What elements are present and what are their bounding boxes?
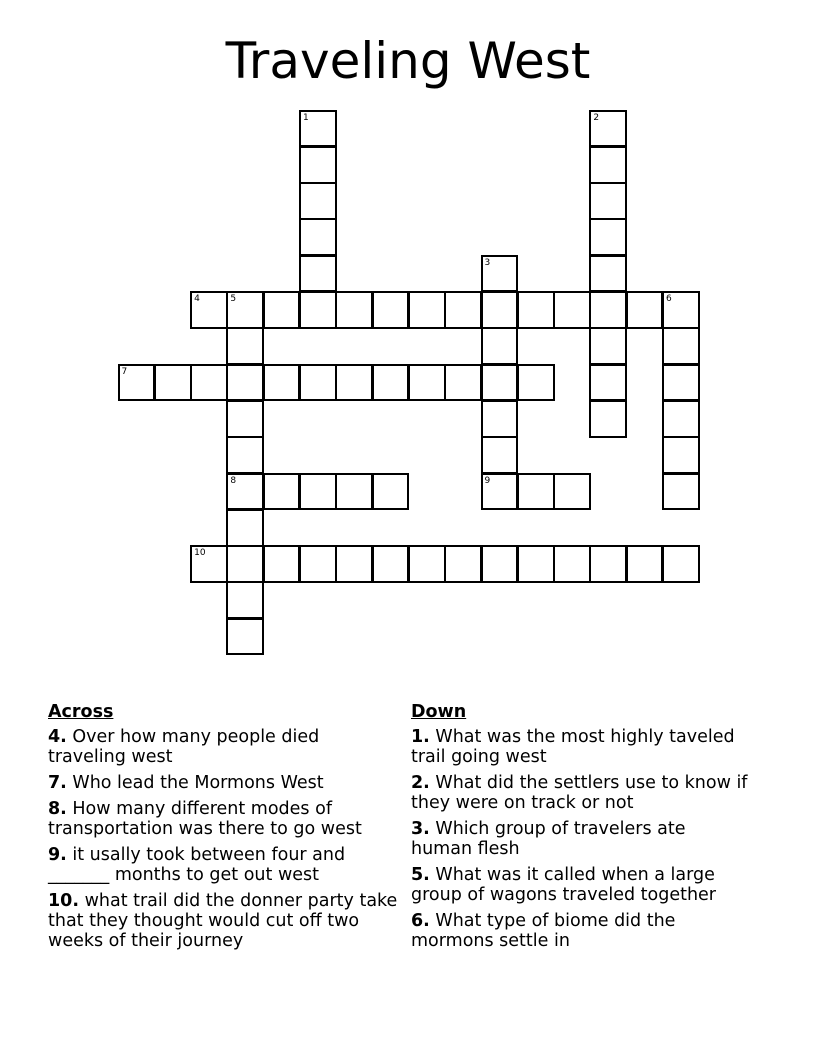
grid-cell[interactable] [226, 400, 264, 438]
clue-down-1 [411, 727, 751, 767]
grid-cell[interactable] [589, 291, 627, 329]
down-clues [411, 702, 751, 957]
clue-down-6 [411, 911, 751, 951]
cell-number: 10 [194, 548, 206, 559]
grid-cell[interactable] [481, 436, 519, 474]
grid-cell[interactable] [408, 291, 446, 329]
grid-cell[interactable] [263, 291, 301, 329]
down-heading: Down [411, 702, 467, 722]
cell-number: 9 [484, 475, 491, 486]
across-heading: Across [48, 702, 114, 722]
clue-number: 3. [411, 819, 430, 839]
clue-text: Who lead the Mormons West [66, 773, 324, 793]
grid-cell[interactable] [226, 545, 264, 583]
grid-cell[interactable] [553, 545, 591, 583]
clue-down-2 [411, 773, 751, 813]
clue-text: what trail did the donner party take that they thought would cut off two weeks of their journey [48, 891, 398, 951]
grid-cell[interactable] [372, 291, 410, 329]
grid-cell[interactable] [553, 291, 591, 329]
grid-cell[interactable] [226, 473, 264, 511]
grid-cell[interactable] [662, 400, 700, 438]
grid-cell[interactable] [517, 545, 555, 583]
clue-number: 2. [411, 773, 430, 793]
grid-cell[interactable] [589, 110, 627, 148]
grid-cell[interactable] [481, 400, 519, 438]
grid-cell[interactable] [190, 545, 228, 583]
clue-across-8 [48, 799, 398, 839]
grid-cell[interactable] [226, 581, 264, 619]
clue-text: Which group of travelers ate human flesh [411, 819, 686, 859]
clue-across-10 [48, 891, 398, 951]
grid-cell[interactable] [444, 364, 482, 402]
grid-cell[interactable] [481, 545, 519, 583]
grid-cell[interactable] [444, 545, 482, 583]
grid-cell[interactable] [517, 291, 555, 329]
cell-number: 6 [666, 294, 672, 304]
grid-cell[interactable] [408, 364, 446, 402]
clue-text: How many different modes of transportation was there to go west [48, 799, 362, 839]
grid-cell[interactable] [662, 545, 700, 583]
clue-number: 8. [48, 799, 67, 819]
page-title: Traveling West [225, 32, 591, 90]
grid-cell[interactable] [553, 473, 591, 511]
grid-cell[interactable] [517, 364, 555, 402]
cell-number: 4 [194, 294, 200, 304]
grid-cell[interactable] [626, 545, 664, 583]
grid-cell[interactable] [299, 545, 337, 583]
clue-number: 1. [411, 727, 430, 747]
grid-cell[interactable] [626, 291, 664, 329]
grid-cell[interactable] [263, 473, 301, 511]
grid-cell[interactable] [444, 291, 482, 329]
cell-number: 7 [121, 366, 128, 377]
grid-cell[interactable] [226, 327, 264, 365]
grid-cell[interactable] [589, 218, 627, 256]
clue-number: 6. [411, 911, 430, 931]
grid-cell[interactable] [481, 327, 519, 365]
grid-cell[interactable] [299, 291, 337, 329]
clue-down-5 [411, 865, 751, 905]
clue-text: What did the settlers use to know if they were on track or not [411, 773, 748, 813]
grid-cell[interactable] [190, 291, 228, 329]
clue-number: 4. [48, 727, 67, 747]
grid-cell[interactable] [226, 291, 264, 329]
grid-cell[interactable] [118, 364, 156, 402]
grid-cell[interactable] [662, 473, 700, 511]
grid-cell[interactable] [517, 473, 555, 511]
across-clues [48, 702, 398, 957]
grid-cell[interactable] [589, 255, 627, 293]
clue-text: What was it called when a large group of wagons traveled together [411, 865, 717, 905]
grid-cell[interactable] [299, 255, 337, 293]
grid-cell[interactable] [481, 473, 519, 511]
grid-cell[interactable] [226, 618, 264, 656]
cell-number: 5 [230, 294, 237, 304]
grid-cell[interactable] [662, 291, 700, 329]
grid-cell[interactable] [589, 327, 627, 365]
clue-text: it usally took between four and _______ months to get out west [48, 845, 346, 885]
grid-cell[interactable] [408, 545, 446, 583]
grid-cell[interactable] [335, 473, 373, 511]
grid-cell[interactable] [299, 110, 337, 148]
clue-number: 9. [48, 845, 67, 865]
clue-text: Over how many people died traveling west [48, 727, 320, 767]
grid-cell[interactable] [589, 146, 627, 184]
grid-cell[interactable] [263, 364, 301, 402]
grid-cell[interactable] [589, 545, 627, 583]
grid-cell[interactable] [481, 255, 519, 293]
grid-cell[interactable] [299, 364, 337, 402]
clue-across-4 [48, 727, 398, 767]
grid-cell[interactable] [662, 364, 700, 402]
grid-cell[interactable] [226, 364, 264, 402]
grid-cell[interactable] [662, 436, 700, 474]
grid-cell[interactable] [299, 473, 337, 511]
cell-number: 2 [593, 112, 600, 123]
clue-across-9 [48, 845, 398, 885]
grid-cell[interactable] [481, 364, 519, 402]
clue-text: What was the most highly taveled trail going west [411, 727, 735, 767]
grid-cell[interactable] [299, 146, 337, 184]
cell-number: 3 [484, 257, 491, 268]
grid-cell[interactable] [335, 545, 373, 583]
clue-number: 5. [411, 865, 430, 885]
clue-number: 10. [48, 891, 80, 911]
grid-cell[interactable] [372, 364, 410, 402]
cell-number: 1 [303, 112, 309, 123]
clue-text: What type of biome did the mormons settle in [411, 911, 676, 951]
grid-cell[interactable] [589, 182, 627, 220]
grid-cell[interactable] [335, 291, 373, 329]
grid-cell[interactable] [335, 364, 373, 402]
grid-cell[interactable] [662, 327, 700, 365]
grid-cell[interactable] [481, 291, 519, 329]
grid-cell[interactable] [299, 218, 337, 256]
clue-number: 7. [48, 773, 67, 793]
clue-down-3 [411, 819, 751, 859]
grid-cell[interactable] [190, 364, 228, 402]
grid-cell[interactable] [226, 509, 264, 547]
grid-cell[interactable] [589, 364, 627, 402]
cell-number: 8 [230, 475, 237, 486]
grid-cell[interactable] [154, 364, 192, 402]
grid-cell[interactable] [372, 473, 410, 511]
grid-cell[interactable] [299, 182, 337, 220]
grid-cell[interactable] [372, 545, 410, 583]
clue-across-7 [48, 773, 398, 793]
grid-cell[interactable] [263, 545, 301, 583]
grid-cell[interactable] [226, 436, 264, 474]
grid-cell[interactable] [589, 400, 627, 438]
